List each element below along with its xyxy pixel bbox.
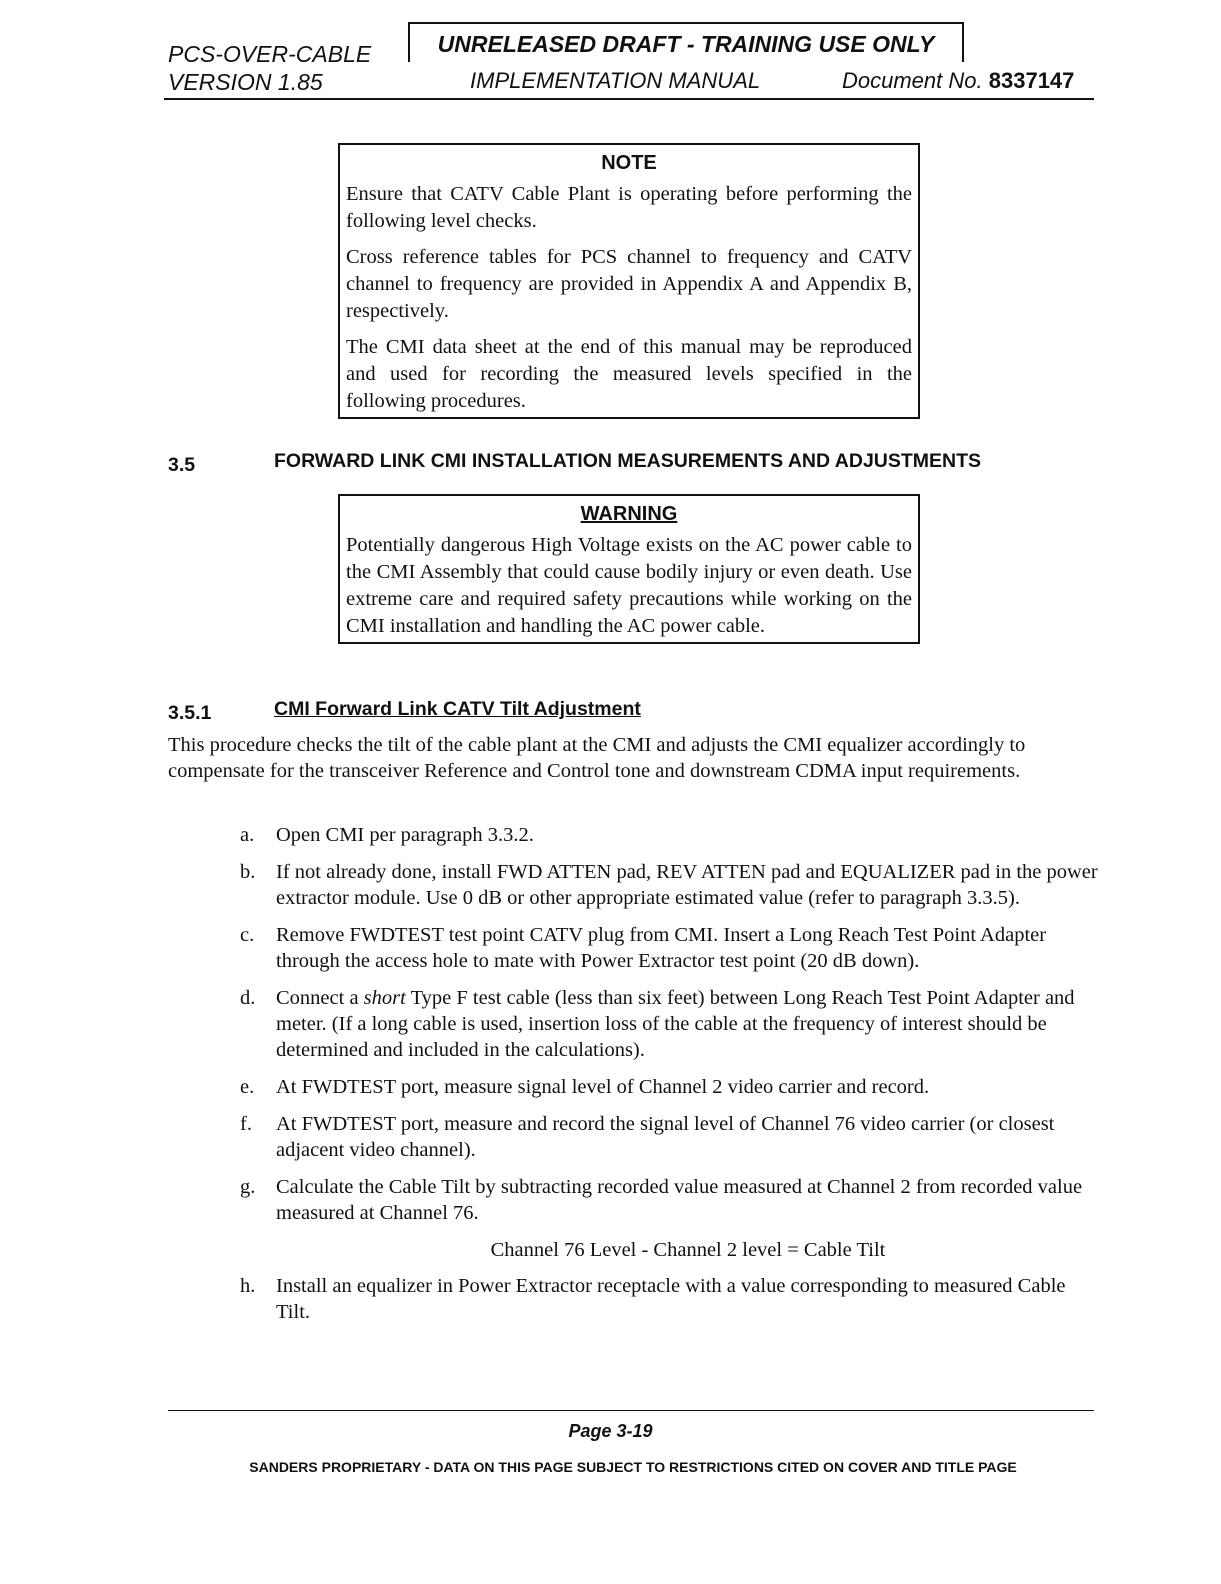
note-box (338, 143, 920, 419)
step-text (276, 987, 1075, 1061)
step-text-pre: Connect a (276, 987, 364, 1009)
step-text-emphasis: short (363, 987, 406, 1009)
list-item (240, 822, 1100, 848)
step-letter: h. (240, 1275, 256, 1297)
list-item (240, 922, 1100, 974)
step-letter: d. (240, 987, 256, 1009)
header-rule (164, 98, 1094, 100)
note-title: NOTE (601, 152, 657, 174)
note-paragraph-2: Cross reference tables for PCS channel to frequency and CATV channel to frequency are provided in Appendix A and Appendix B, respectively. (346, 246, 912, 322)
draft-banner: UNRELEASED DRAFT - TRAINING USE ONLY (408, 22, 964, 62)
step-letter: c. (240, 924, 255, 946)
warning-text: Potentially dangerous High Voltage exists on the AC power cable to the CMI Assembly that could cause bodily injury or even death. Use extreme care and required safety precautions while working on the CMI installation and handling the AC power cable. (346, 534, 912, 637)
note-paragraph-1: Ensure that CATV Cable Plant is operating before performing the following level checks. (346, 183, 912, 232)
section-number: 3.5 (168, 454, 196, 476)
document-number-label: Document No. (842, 68, 983, 93)
warning-box (338, 494, 920, 644)
product-name: PCS-OVER-CABLE (168, 41, 372, 67)
step-text: At FWDTEST port, measure and record the signal level of Channel 76 video carrier (or closest adjacent video channel). (276, 1113, 1055, 1161)
step-text: Calculate the Cable Tilt by subtracting recorded value measured at Channel 2 from recorded value measured at Channel 76. (276, 1176, 1083, 1224)
procedure-steps (240, 822, 1100, 1336)
procedure-intro: This procedure checks the tilt of the cable plant at the CMI and adjusts the CMI equalizer accordingly to compensate for the transceiver Reference and Control tone and downstream CDMA input requirements. (168, 734, 1026, 782)
document-number (842, 68, 1074, 94)
list-item (240, 1273, 1100, 1325)
step-text: If not already done, install FWD ATTEN pad, REV ATTEN pad and EQUALIZER pad in the power extractor module. Use 0 dB or other appropriate estimated value (refer to paragraph 3.3.5). (276, 861, 1098, 909)
cable-tilt-formula: Channel 76 Level - Channel 2 level = Cable Tilt (490, 1239, 886, 1261)
proprietary-notice: SANDERS PROPRIETARY - DATA ON THIS PAGE SUBJECT TO RESTRICTIONS CITED ON COVER AND TITLE PAGE (249, 1459, 1017, 1475)
step-text: Remove FWDTEST test point CATV plug from CMI. Insert a Long Reach Test Point Adapter through the access hole to mate with Power Extractor test point (20 dB down). (276, 924, 1047, 972)
step-letter: f. (240, 1113, 252, 1135)
step-letter: e. (240, 1076, 255, 1098)
document-number-value: 8337147 (988, 68, 1075, 93)
footer-rule (168, 1410, 1094, 1411)
step-text: At FWDTEST port, measure signal level of Channel 2 video carrier and record. (276, 1076, 930, 1098)
list-item (240, 1174, 1100, 1226)
note-paragraph-3: The CMI data sheet at the end of this manual may be reproduced and used for recording the measured levels specified in the following procedures. (346, 336, 912, 412)
manual-title: IMPLEMENTATION MANUAL (470, 68, 761, 93)
subsection-title: CMI Forward Link CATV Tilt Adjustment (274, 698, 641, 720)
step-letter: g. (240, 1176, 256, 1198)
section-title: FORWARD LINK CMI INSTALLATION MEASUREMENTS AND ADJUSTMENTS (274, 450, 982, 472)
subsection-number: 3.5.1 (168, 702, 212, 724)
list-item (240, 1074, 1100, 1100)
step-text-post: Type F test cable (less than six feet) between Long Reach Test Point Adapter and meter. (If a long cable is used, insertion loss of the cable at the frequency of interest should be determined and included in the calculations). (276, 987, 1075, 1061)
list-item (240, 1111, 1100, 1163)
warning-title: WARNING (580, 503, 678, 525)
list-item (240, 985, 1100, 1063)
step-letter: a. (240, 824, 255, 846)
version-label: VERSION 1.85 (168, 69, 323, 95)
page-number: Page 3-19 (568, 1421, 653, 1441)
step-letter: b. (240, 861, 256, 883)
list-item (240, 859, 1100, 911)
step-text: Install an equalizer in Power Extractor receptacle with a value corresponding to measured Cable Tilt. (276, 1275, 1066, 1323)
step-text: Open CMI per paragraph 3.3.2. (276, 824, 534, 846)
